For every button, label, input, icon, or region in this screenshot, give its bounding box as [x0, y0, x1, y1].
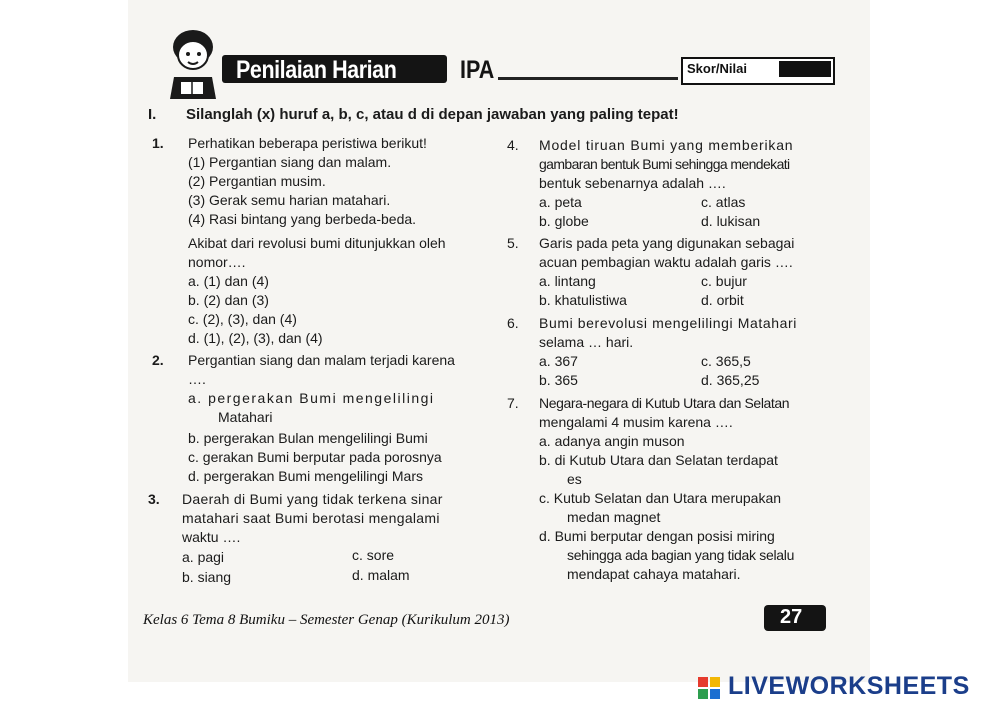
question-prompt: nomor…. — [188, 254, 246, 270]
question-stem: Model tiruan Bumi yang memberikan — [539, 137, 794, 153]
subject-label: IPA — [460, 56, 495, 84]
answer-option-continued: sehingga ada bagian yang tidak selalu — [567, 547, 795, 563]
answer-option[interactable]: a. adanya angin muson — [539, 433, 685, 449]
score-field[interactable] — [779, 61, 831, 77]
question-stem: Bumi berevolusi mengelilingi Matahari — [539, 315, 797, 331]
answer-option[interactable]: a. lintang — [539, 273, 596, 289]
page-number: 27 — [780, 606, 803, 628]
question-stem: waktu …. — [182, 529, 241, 545]
question-stem: gambaran bentuk Bumi sehingga mendekati — [539, 156, 790, 172]
answer-option[interactable]: d. lukisan — [701, 213, 761, 229]
answer-option-continued: mendapat cahaya matahari. — [567, 566, 741, 582]
question-stem: mengalami 4 musim karena …. — [539, 414, 733, 430]
answer-option[interactable]: a. peta — [539, 194, 582, 210]
answer-option[interactable]: a. (1) dan (4) — [188, 273, 269, 289]
answer-option-continued: es — [567, 471, 582, 487]
answer-option[interactable]: c. atlas — [701, 194, 746, 210]
answer-option[interactable]: c. sore — [352, 547, 395, 563]
answer-option[interactable]: b. di Kutub Utara dan Selatan terdapat — [539, 452, 778, 468]
score-label: Skor/Nilai — [687, 61, 747, 76]
question-number: 1. — [152, 135, 164, 151]
answer-option[interactable]: c. 365,5 — [701, 353, 751, 369]
question-stem: selama … hari. — [539, 334, 634, 350]
answer-option[interactable]: c. gerakan Bumi berputar pada porosnya — [188, 449, 442, 465]
title-banner — [222, 55, 447, 83]
answer-option[interactable]: c. bujur — [701, 273, 747, 289]
answer-option[interactable]: b. siang — [182, 569, 232, 585]
answer-option[interactable]: a. pergerakan Bumi mengelilingi — [188, 390, 435, 406]
question-number: 7. — [507, 395, 519, 411]
answer-option[interactable]: a. 367 — [539, 353, 578, 369]
score-box — [681, 57, 835, 85]
question-stem: Perhatikan beberapa peristiwa berikut! — [188, 135, 427, 151]
question-number: 5. — [507, 235, 519, 251]
answer-option[interactable]: b. pergerakan Bulan mengelilingi Bumi — [188, 430, 428, 446]
answer-option[interactable]: c. Kutub Selatan dan Utara merupakan — [539, 490, 782, 506]
question-stem: bentuk sebenarnya adalah …. — [539, 175, 726, 191]
answer-option[interactable]: d. pergerakan Bumi mengelilingi Mars — [188, 468, 423, 484]
question-stem: acuan pembagian waktu adalah garis …. — [539, 254, 793, 270]
question-stem: Daerah di Bumi yang tidak terkena sinar — [182, 491, 443, 507]
question-number: 4. — [507, 137, 519, 153]
list-item: (2) Pergantian musim. — [188, 173, 326, 189]
list-item: (3) Gerak semu harian matahari. — [188, 192, 391, 208]
instruction-number: I. — [148, 106, 157, 123]
question-stem: matahari saat Bumi berotasi mengalami — [182, 510, 440, 526]
header-bar — [222, 55, 834, 85]
answer-option[interactable]: c. (2), (3), dan (4) — [188, 311, 297, 327]
answer-option[interactable]: b. globe — [539, 213, 589, 229]
answer-option-continued: medan magnet — [567, 509, 661, 525]
list-item: (4) Rasi bintang yang berbeda-beda. — [188, 211, 417, 227]
footer-text: Kelas 6 Tema 8 Bumiku – Semester Genap (Kurikulum 2013) — [143, 612, 510, 628]
question-number: 6. — [507, 315, 519, 331]
question-number: 3. — [148, 491, 160, 507]
answer-option[interactable]: a. pagi — [182, 549, 225, 565]
answer-option[interactable]: b. 365 — [539, 372, 578, 388]
question-number: 2. — [152, 352, 164, 368]
list-item: (1) Pergantian siang dan malam. — [188, 154, 392, 170]
answer-option[interactable]: d. orbit — [701, 292, 744, 308]
answer-option[interactable]: b. (2) dan (3) — [188, 292, 269, 308]
header-divider — [498, 77, 678, 80]
answer-option[interactable]: d. malam — [352, 567, 410, 583]
question-stem: …. — [188, 371, 206, 387]
page-number-badge — [764, 605, 826, 631]
answer-option[interactable]: d. 365,25 — [701, 372, 760, 388]
question-prompt: Akibat dari revolusi bumi ditunjukkan oleh — [188, 235, 446, 251]
answer-option[interactable]: b. khatulistiwa — [539, 292, 627, 308]
boy-reading-icon — [160, 25, 230, 103]
answer-option[interactable]: d. Bumi berputar dengan posisi miring — [539, 528, 775, 544]
answer-option[interactable]: d. (1), (2), (3), dan (4) — [188, 330, 323, 346]
answer-option-continued: Matahari — [218, 409, 273, 425]
question-stem: Negara-negara di Kutub Utara dan Selatan — [539, 395, 790, 411]
watermark-text: LIVEWORKSHEETS — [728, 672, 970, 700]
question-stem: Pergantian siang dan malam terjadi karena — [188, 352, 455, 368]
liveworksheets-logo-icon — [698, 677, 720, 699]
page-title: Penilaian Harian — [236, 56, 397, 84]
instruction-text: Silanglah (x) huruf a, b, c, atau d di depan jawaban yang paling tepat! — [186, 106, 679, 123]
question-stem: Garis pada peta yang digunakan sebagai — [539, 235, 795, 251]
